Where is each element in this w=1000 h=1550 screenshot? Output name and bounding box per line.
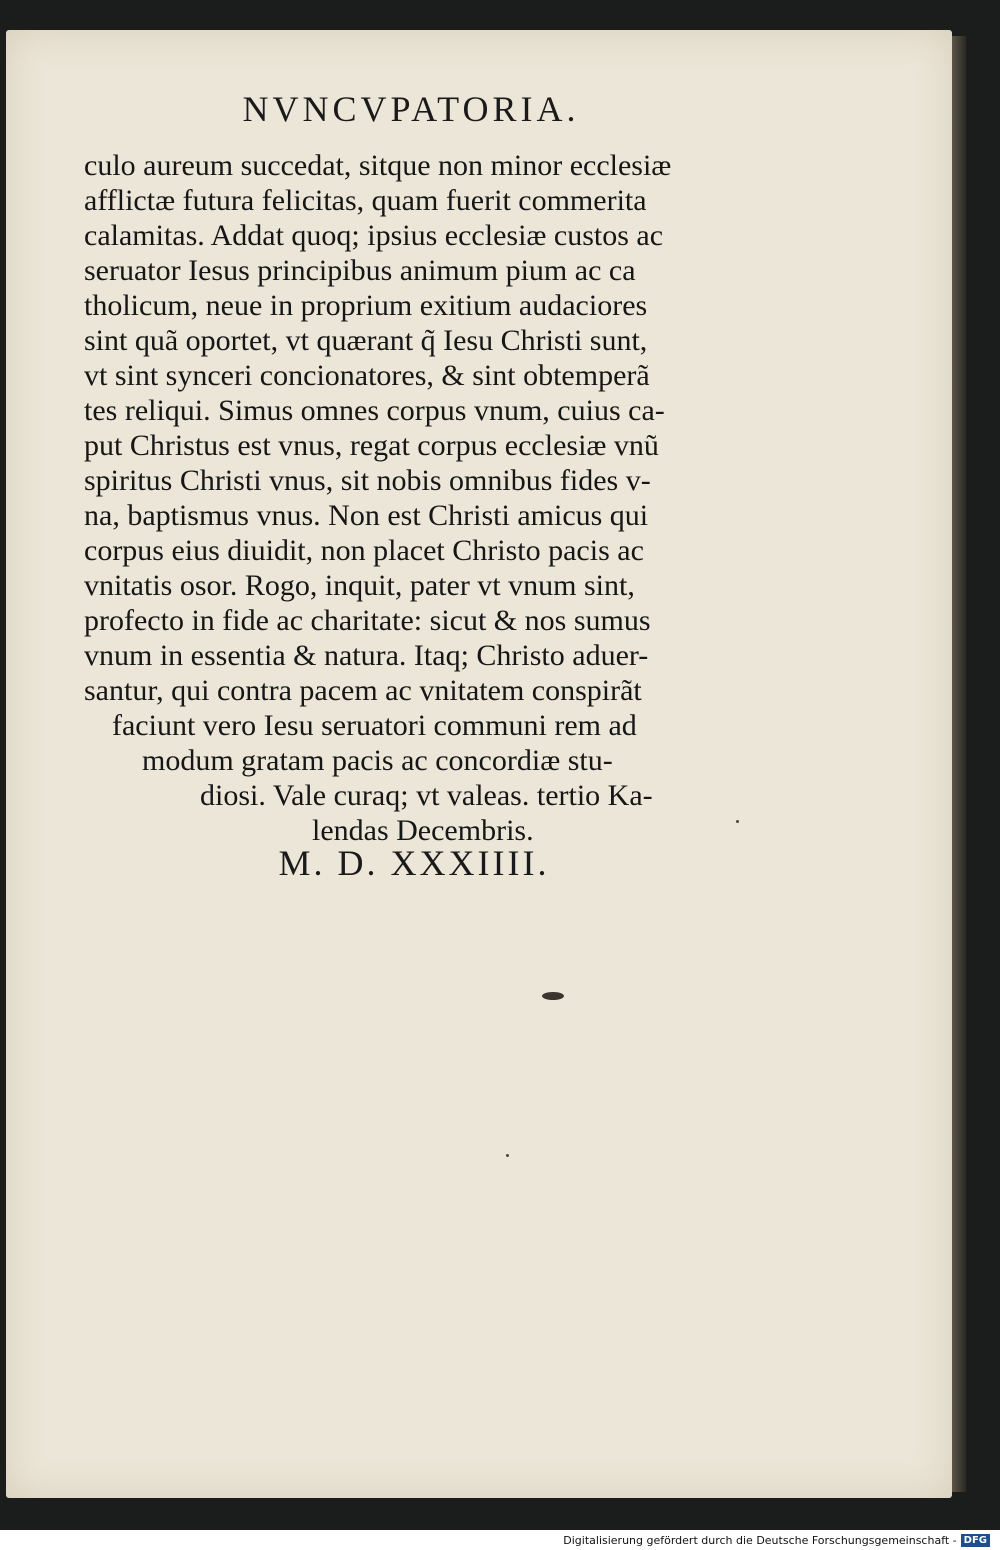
text-line-9: put Christus est vnus, regat corpus ecclesiæ vnũ xyxy=(84,429,659,462)
book-page xyxy=(6,30,952,1498)
text-line-2: afflictæ futura felicitas, quam fuerit commerita xyxy=(84,184,647,217)
text-line-8: tes reliqui. Simus omnes corpus vnum, cuius ca- xyxy=(84,394,665,427)
book-page-edge xyxy=(952,36,966,1492)
paper-speck xyxy=(736,820,739,823)
text-line-1: culo aureum succedat, sitque non minor ecclesiæ xyxy=(84,149,672,182)
text-line-7: vt sint synceri concionatores, & sint obtemperã xyxy=(84,359,650,392)
text-line-4: seruator Iesus principibus animum pium ac ca xyxy=(84,254,636,287)
dfg-logo-icon: DFG xyxy=(961,1534,990,1547)
text-line-16: santur, qui contra pacem ac vnitatem conspirãt xyxy=(84,674,642,707)
text-line-3: calamitas. Addat quoq; ipsius ecclesiæ custos ac xyxy=(84,219,664,252)
text-line-18: modum gratam pacis ac concordiæ stu- xyxy=(142,744,613,777)
credit-text: Digitalisierung gefördert durch die Deutsche Forschungsgemeinschaft - xyxy=(563,1534,957,1547)
text-line-15: vnum in essentia & natura. Itaq; Christo aduer- xyxy=(84,639,649,672)
text-line-11: na, baptismus vnus. Non est Christi amicus qui xyxy=(84,499,649,532)
text-line-5: tholicum, neue in proprium exitium audaciores xyxy=(84,289,648,322)
text-line-12: corpus eius diuidit, non placet Christo pacis ac xyxy=(84,534,644,567)
text-line-10: spiritus Christi vnus, sit nobis omnibus fides v- xyxy=(84,464,651,497)
text-line-14: profecto in fide ac charitate: sicut & nos sumus xyxy=(84,604,651,637)
text-line-17: faciunt vero Iesu seruatori communi rem ad xyxy=(112,709,637,742)
text-line-13: vnitatis osor. Rogo, inquit, pater vt vnum sint, xyxy=(84,569,635,602)
text-line-20: lendas Decembris. xyxy=(312,814,534,847)
text-line-19: diosi. Vale curaq; vt valeas. tertio Ka- xyxy=(200,779,653,812)
paper-speck xyxy=(506,1154,509,1157)
running-header: NVNCVPATORIA. xyxy=(242,89,580,129)
digitization-credit xyxy=(563,1534,990,1547)
printers-ornament xyxy=(542,992,564,1000)
colophon-date: M. D. XXXIIII. xyxy=(278,843,550,883)
text-line-6: sint quã oportet, vt quærant q̃ Iesu Christi sunt, xyxy=(84,324,648,357)
